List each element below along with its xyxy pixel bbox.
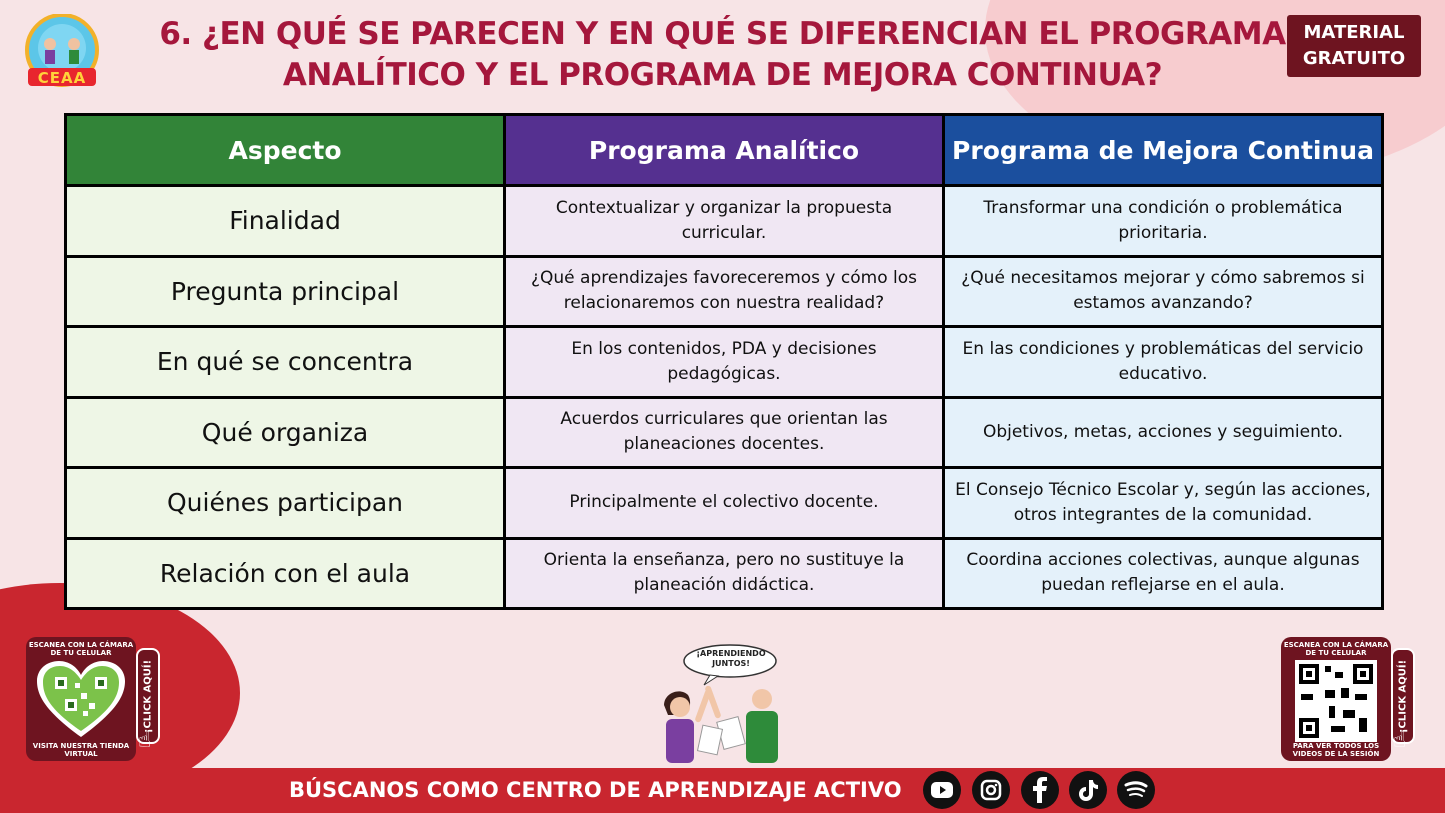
analitico-cell: Contextualizar y organizar la propuesta curricular. bbox=[505, 186, 944, 257]
learning-together-illustration bbox=[640, 643, 800, 768]
page-title bbox=[140, 14, 1305, 96]
mejora-cell: En las condiciones y problemáticas del servicio educativo. bbox=[944, 327, 1383, 398]
logo-text: CEAA bbox=[37, 69, 87, 87]
instagram-icon[interactable] bbox=[972, 771, 1010, 809]
analitico-cell: Acuerdos curriculares que orientan las planeaciones docentes. bbox=[505, 397, 944, 468]
aspect-cell: En qué se concentra bbox=[66, 327, 505, 398]
header-aspecto: Aspecto bbox=[66, 115, 505, 186]
aspect-cell: Quiénes participan bbox=[66, 468, 505, 539]
tiktok-icon[interactable] bbox=[1069, 771, 1107, 809]
page-title-line2: ANALÍTICO Y EL PROGRAMA DE MEJORA CONTINUA? bbox=[282, 57, 1163, 93]
store-qr-card[interactable] bbox=[26, 637, 136, 761]
aspect-cell: Qué organiza bbox=[66, 397, 505, 468]
mejora-cell: Objetivos, metas, acciones y seguimiento. bbox=[944, 397, 1383, 468]
header-programa-analitico: Programa Analítico bbox=[505, 115, 944, 186]
qr-left-top-text: ESCANEA CON LA CÁMARA DE TU CELULAR bbox=[28, 641, 134, 657]
analitico-cell: En los contenidos, PDA y decisiones pedagógicas. bbox=[505, 327, 944, 398]
aspect-cell: Pregunta principal bbox=[66, 256, 505, 327]
table-row bbox=[66, 327, 1383, 398]
table-row bbox=[66, 468, 1383, 539]
badge-line1: MATERIAL bbox=[1303, 22, 1405, 43]
facebook-icon[interactable] bbox=[1021, 771, 1059, 809]
analitico-cell: Orienta la enseñanza, pero no sustituye la planeación didáctica. bbox=[505, 538, 944, 609]
free-material-badge bbox=[1287, 15, 1421, 77]
table-row bbox=[66, 538, 1383, 609]
youtube-icon[interactable] bbox=[923, 771, 961, 809]
qr-right-bottom-text: PARA VER TODOS LOS VIDEOS DE LA SESIÓN bbox=[1292, 742, 1380, 758]
aspect-cell: Finalidad bbox=[66, 186, 505, 257]
aspect-cell: Relación con el aula bbox=[66, 538, 505, 609]
page-title-line1: 6. ¿EN QUÉ SE PARECEN Y EN QUÉ SE DIFERENCIAN EL PROGRAMA bbox=[159, 16, 1286, 52]
ceaa-logo bbox=[22, 14, 102, 90]
videos-qr-code[interactable] bbox=[1295, 660, 1377, 742]
analitico-cell: ¿Qué aprendizajes favoreceremos y cómo los relacionaremos con nuestra realidad? bbox=[505, 256, 944, 327]
heart-qr-code[interactable] bbox=[35, 659, 127, 741]
qr-right-top-text: ESCANEA CON LA CÁMARA DE TU CELULAR bbox=[1283, 641, 1389, 657]
table-row bbox=[66, 397, 1383, 468]
table-row bbox=[66, 186, 1383, 257]
mejora-cell: Transformar una condición o problemática prioritaria. bbox=[944, 186, 1383, 257]
badge-line2: GRATUITO bbox=[1302, 48, 1406, 69]
header-programa-mejora-continua: Programa de Mejora Continua bbox=[944, 115, 1383, 186]
click-here-tab-left[interactable]: ¡CLICK AQUÍ! bbox=[136, 648, 160, 744]
pointing-hand-icon: ☝ bbox=[1393, 728, 1407, 753]
speech-bubble-text: ¡APRENDIENDO JUNTOS! bbox=[696, 649, 766, 668]
pointing-hand-icon: ☝ bbox=[138, 728, 152, 753]
analitico-cell: Principalmente el colectivo docente. bbox=[505, 468, 944, 539]
qr-left-bottom-text: VISITA NUESTRA TIENDA VIRTUAL bbox=[32, 742, 130, 758]
mejora-cell: ¿Qué necesitamos mejorar y cómo sabremos si estamos avanzando? bbox=[944, 256, 1383, 327]
table-header-row bbox=[66, 115, 1383, 186]
mejora-cell: El Consejo Técnico Escolar y, según las acciones, otros integrantes de la comunidad. bbox=[944, 468, 1383, 539]
table-row bbox=[66, 256, 1383, 327]
spotify-icon[interactable] bbox=[1117, 771, 1155, 809]
footer-text: BÚSCANOS COMO CENTRO DE APRENDIZAJE ACTIVO bbox=[289, 778, 902, 802]
comparison-table bbox=[64, 113, 1384, 610]
click-here-tab-right[interactable]: ¡CLICK AQUÍ! bbox=[1391, 648, 1415, 744]
videos-qr-card[interactable] bbox=[1281, 637, 1391, 761]
mejora-cell: Coordina acciones colectivas, aunque algunas puedan reflejarse en el aula. bbox=[944, 538, 1383, 609]
